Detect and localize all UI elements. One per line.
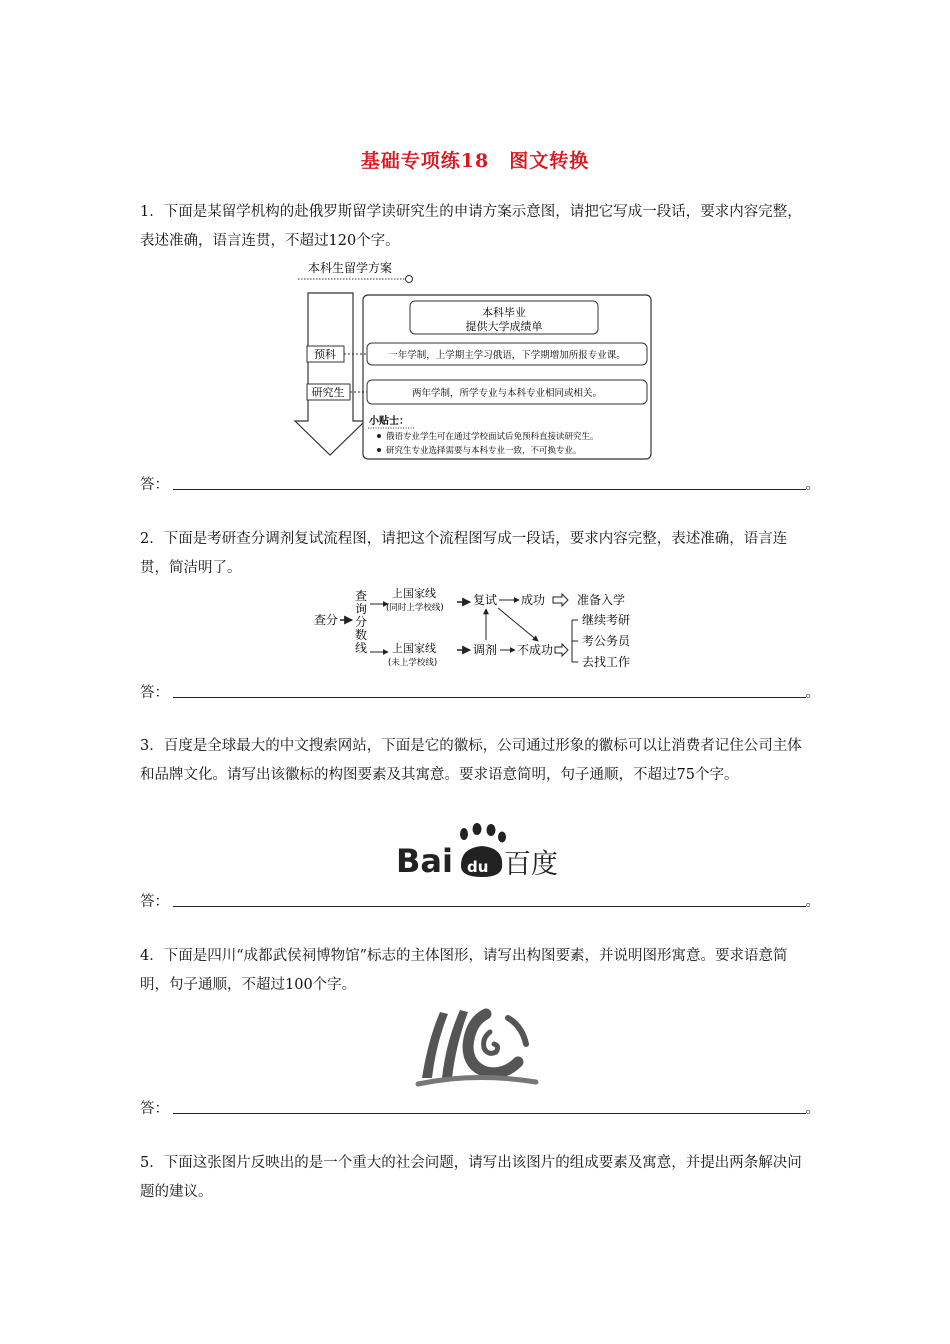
page-title: 基础专项练18 图文转换 bbox=[360, 150, 590, 172]
fig2-option-2: 去找工作 bbox=[582, 655, 631, 669]
answer-line-3[interactable]: 答： 。 bbox=[140, 890, 820, 912]
fig2-lower-line: 上国家线 bbox=[392, 642, 436, 655]
answer-label: 答： bbox=[140, 477, 169, 493]
fig1-tip2: 研究生专业选择需要与本科专业一致，不可换专业。 bbox=[386, 446, 582, 456]
wuhou-museum-logo bbox=[414, 1004, 540, 1088]
fig1-stage1: 预科 bbox=[314, 348, 336, 361]
fig2-success: 成功 bbox=[521, 593, 546, 607]
fig2-enroll: 准备入学 bbox=[577, 593, 626, 607]
answer-line-2[interactable]: 答： 。 bbox=[140, 681, 820, 703]
answer-line-1[interactable]: 答： 。 bbox=[140, 473, 820, 495]
fig1-tips-title: 小贴士： bbox=[369, 416, 409, 427]
fig2-check-3: 数 bbox=[355, 628, 368, 642]
fig2-fail: 不成功 bbox=[517, 643, 554, 657]
fig2-check-2: 分 bbox=[355, 615, 368, 629]
fig2-upper-note: (同时上学校线) bbox=[386, 603, 444, 613]
fig2-check-1: 询 bbox=[355, 602, 368, 616]
fig1-box-line2: 提供大学成绩单 bbox=[465, 320, 543, 333]
question-4: 4．下面是四川“成都武侯祠博物馆”标志的主体图形，请写出构图要素，并说明图形寓意。要求语意简明，句子通顺，不超过100个字。 bbox=[140, 948, 788, 993]
fig2-check-4: 线 bbox=[355, 641, 368, 655]
fig1-box-line1: 本科毕业 bbox=[482, 306, 526, 319]
fig1-stage2-desc: 两年学制，所学专业与本科专业相同或相关。 bbox=[411, 388, 603, 399]
fig2-retest: 复试 bbox=[473, 593, 498, 607]
fig1-tip1: 俄语专业学生可在通过学校面试后免预科直接读研究生。 bbox=[386, 432, 599, 442]
fig2-check-0: 查 bbox=[355, 589, 368, 603]
fig2-upper-line: 上国家线 bbox=[392, 587, 436, 600]
baidu-logo-bai: Bai bbox=[396, 842, 453, 880]
fig2-adjust: 调剂 bbox=[473, 643, 498, 657]
answer-line-4[interactable]: 答： 。 bbox=[140, 1097, 820, 1119]
question-1: 1．下面是某留学机构的赴俄罗斯留学读研究生的申请方案示意图，请把它写成一段话，要求内容完整，表述准确，语言连贯，不超过120个字。 bbox=[140, 204, 802, 249]
answer-label: 答： bbox=[140, 894, 169, 910]
baidu-logo bbox=[396, 822, 560, 882]
baidu-logo-du: du bbox=[467, 858, 489, 876]
answer-label: 答： bbox=[140, 1101, 169, 1117]
figure-retest-flowchart bbox=[310, 584, 650, 674]
question-5: 5．下面这张图片反映出的是一个重大的社会问题，请写出该图片的组成要素及寓意，并提出两条解决问题的建议。 bbox=[140, 1155, 802, 1200]
fig2-option-1: 考公务员 bbox=[582, 634, 631, 648]
baidu-logo-cn: 百度 bbox=[504, 849, 558, 880]
fig1-stage2: 研究生 bbox=[311, 386, 345, 399]
fig1-stage1-desc: 一年学制，上学期主学习俄语，下学期增加所报专业课。 bbox=[388, 350, 626, 361]
fig2-start: 查分 bbox=[314, 613, 339, 627]
fig2-option-0: 继续考研 bbox=[582, 613, 631, 627]
figure-study-abroad-plan bbox=[290, 258, 660, 464]
fig2-lower-note: (未上学校线) bbox=[388, 658, 438, 668]
fig1-heading: 本科生留学方案 bbox=[308, 261, 393, 275]
question-3: 3．百度是全球最大的中文搜索网站，下面是它的徽标，公司通过形象的徽标可以让消费者记住公司主体和品牌文化。请写出该徽标的构图要素及其寓意。要求语意简明，句子通顺，不超过75个字。 bbox=[140, 738, 802, 783]
question-2: 2．下面是考研查分调剂复试流程图，请把这个流程图写成一段话，要求内容完整，表述准确，语言连贯，简洁明了。 bbox=[140, 531, 788, 576]
answer-label: 答： bbox=[140, 685, 169, 701]
